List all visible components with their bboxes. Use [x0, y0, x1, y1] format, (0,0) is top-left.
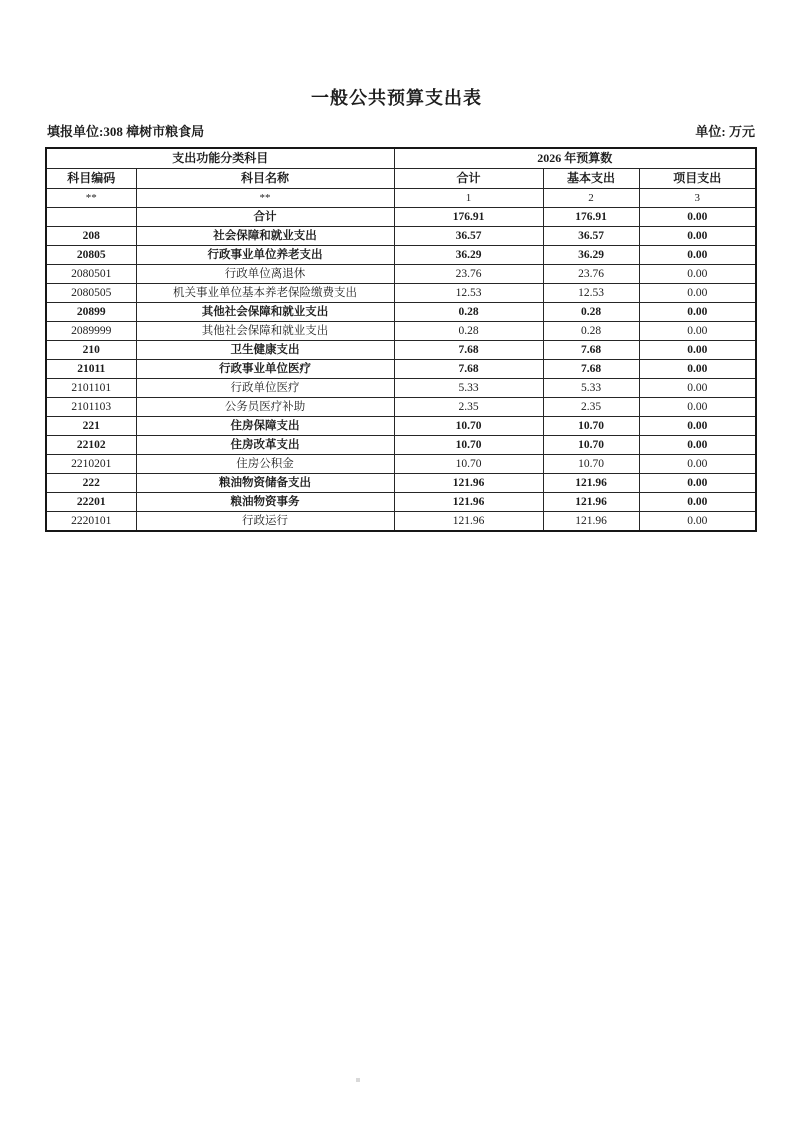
- cell-basic-expense: 12.53: [543, 284, 639, 303]
- header-col-total: 合计: [394, 169, 543, 189]
- cell-basic-expense: 121.96: [543, 474, 639, 493]
- cell-basic-expense: 36.57: [543, 227, 639, 246]
- cell-total-amount: 7.68: [394, 341, 543, 360]
- cell-subject-name: 粮油物资储备支出: [136, 474, 394, 493]
- cell-subject-code: 2080501: [46, 265, 136, 284]
- table-row: [46, 493, 756, 512]
- cell-project-expense: 0.00: [639, 227, 756, 246]
- info-line: [47, 121, 755, 140]
- cell-project-expense: 0.00: [639, 455, 756, 474]
- cell-subject-name: 卫生健康支出: [136, 341, 394, 360]
- table-row: [46, 360, 756, 379]
- cell-subject-name: 合计: [136, 208, 394, 227]
- table-row: [46, 322, 756, 341]
- table-row: [46, 227, 756, 246]
- cell-subject-name: 行政单位医疗: [136, 379, 394, 398]
- cell-subject-code: 21011: [46, 360, 136, 379]
- cell-subject-name: 行政事业单位医疗: [136, 360, 394, 379]
- cell-total-amount: 10.70: [394, 455, 543, 474]
- cell-project-expense: 0.00: [639, 398, 756, 417]
- cell-subject-name: 其他社会保障和就业支出: [136, 322, 394, 341]
- cell-project-expense: 0.00: [639, 265, 756, 284]
- cell-basic-expense: 121.96: [543, 493, 639, 512]
- cell-basic-expense: 10.70: [543, 417, 639, 436]
- cell-total-amount: 12.53: [394, 284, 543, 303]
- cell-subject-code: 2220101: [46, 512, 136, 532]
- header-col-basic: 基本支出: [543, 169, 639, 189]
- header-col-name: 科目名称: [136, 169, 394, 189]
- cell-basic-expense: 10.70: [543, 436, 639, 455]
- cell-total-amount: 36.29: [394, 246, 543, 265]
- table-row: [46, 436, 756, 455]
- table-row: [46, 417, 756, 436]
- table-row: [46, 284, 756, 303]
- header-col-code: 科目编码: [46, 169, 136, 189]
- cell-project-expense: 0.00: [639, 341, 756, 360]
- cell-subject-code: 222: [46, 474, 136, 493]
- cell-subject-name: 行政单位离退休: [136, 265, 394, 284]
- cell-project-expense: 0.00: [639, 208, 756, 227]
- header-function-group: 支出功能分类科目: [46, 148, 394, 169]
- cell-basic-expense: 36.29: [543, 246, 639, 265]
- cell-total-amount: 121.96: [394, 493, 543, 512]
- cell-subject-code: 208: [46, 227, 136, 246]
- table-row: [46, 455, 756, 474]
- cell-project-expense: 0.00: [639, 379, 756, 398]
- cell-project-expense: 0.00: [639, 322, 756, 341]
- table-row: [46, 246, 756, 265]
- scan-artifact-dot: [356, 1078, 360, 1082]
- header-columns-row: [46, 169, 756, 189]
- cell-subject-code: 22201: [46, 493, 136, 512]
- subheader-project: 3: [639, 189, 756, 208]
- cell-total-amount: 176.91: [394, 208, 543, 227]
- table-row: [46, 379, 756, 398]
- cell-subject-code: 20899: [46, 303, 136, 322]
- cell-project-expense: 0.00: [639, 436, 756, 455]
- cell-subject-code: 20805: [46, 246, 136, 265]
- cell-subject-code: 2101101: [46, 379, 136, 398]
- cell-subject-name: 住房保障支出: [136, 417, 394, 436]
- cell-basic-expense: 121.96: [543, 512, 639, 532]
- table-row: [46, 398, 756, 417]
- cell-project-expense: 0.00: [639, 246, 756, 265]
- cell-basic-expense: 10.70: [543, 455, 639, 474]
- header-group-row: [46, 148, 756, 169]
- cell-basic-expense: 7.68: [543, 360, 639, 379]
- cell-project-expense: 0.00: [639, 493, 756, 512]
- header-budget-group: 2026 年预算数: [394, 148, 756, 169]
- cell-total-amount: 23.76: [394, 265, 543, 284]
- subheader-name: **: [136, 189, 394, 208]
- cell-subject-code: 221: [46, 417, 136, 436]
- cell-subject-name: 公务员医疗补助: [136, 398, 394, 417]
- cell-subject-name: 住房改革支出: [136, 436, 394, 455]
- cell-basic-expense: 23.76: [543, 265, 639, 284]
- table-row: [46, 512, 756, 532]
- cell-basic-expense: 7.68: [543, 341, 639, 360]
- table-header: [46, 148, 756, 208]
- cell-basic-expense: 2.35: [543, 398, 639, 417]
- cell-total-amount: 7.68: [394, 360, 543, 379]
- cell-total-amount: 36.57: [394, 227, 543, 246]
- cell-basic-expense: 0.28: [543, 322, 639, 341]
- cell-total-amount: 0.28: [394, 303, 543, 322]
- cell-project-expense: 0.00: [639, 417, 756, 436]
- cell-subject-code: 2089999: [46, 322, 136, 341]
- cell-project-expense: 0.00: [639, 360, 756, 379]
- cell-project-expense: 0.00: [639, 474, 756, 493]
- subheader-total: 1: [394, 189, 543, 208]
- cell-total-amount: 121.96: [394, 474, 543, 493]
- cell-total-amount: 5.33: [394, 379, 543, 398]
- table-row: [46, 341, 756, 360]
- cell-total-amount: 10.70: [394, 417, 543, 436]
- cell-total-amount: 2.35: [394, 398, 543, 417]
- cell-basic-expense: 0.28: [543, 303, 639, 322]
- header-col-project: 项目支出: [639, 169, 756, 189]
- cell-subject-name: 机关事业单位基本养老保险缴费支出: [136, 284, 394, 303]
- reporting-unit-label: 填报单位:308 樟树市粮食局: [47, 124, 205, 139]
- table-body: [46, 208, 756, 532]
- cell-subject-code: 210: [46, 341, 136, 360]
- table-row: [46, 474, 756, 493]
- cell-basic-expense: 5.33: [543, 379, 639, 398]
- table-row: [46, 208, 756, 227]
- subheader-code: **: [46, 189, 136, 208]
- cell-subject-code: 2101103: [46, 398, 136, 417]
- table-row: [46, 303, 756, 322]
- cell-subject-name: 行政事业单位养老支出: [136, 246, 394, 265]
- cell-total-amount: 10.70: [394, 436, 543, 455]
- budget-table: [45, 147, 757, 532]
- cell-subject-name: 行政运行: [136, 512, 394, 532]
- page-title: 一般公共预算支出表: [311, 88, 482, 108]
- cell-subject-code: 2080505: [46, 284, 136, 303]
- cell-subject-code: 22102: [46, 436, 136, 455]
- table-row: [46, 265, 756, 284]
- cell-subject-code: [46, 208, 136, 227]
- cell-subject-code: 2210201: [46, 455, 136, 474]
- cell-project-expense: 0.00: [639, 284, 756, 303]
- cell-project-expense: 0.00: [639, 512, 756, 532]
- subheader-basic: 2: [543, 189, 639, 208]
- cell-total-amount: 0.28: [394, 322, 543, 341]
- cell-basic-expense: 176.91: [543, 208, 639, 227]
- cell-subject-name: 社会保障和就业支出: [136, 227, 394, 246]
- cell-total-amount: 121.96: [394, 512, 543, 532]
- cell-project-expense: 0.00: [639, 303, 756, 322]
- cell-subject-name: 其他社会保障和就业支出: [136, 303, 394, 322]
- cell-subject-name: 住房公积金: [136, 455, 394, 474]
- unit-note-label: 单位: 万元: [695, 124, 755, 139]
- cell-subject-name: 粮油物资事务: [136, 493, 394, 512]
- subheader-row: [46, 189, 756, 208]
